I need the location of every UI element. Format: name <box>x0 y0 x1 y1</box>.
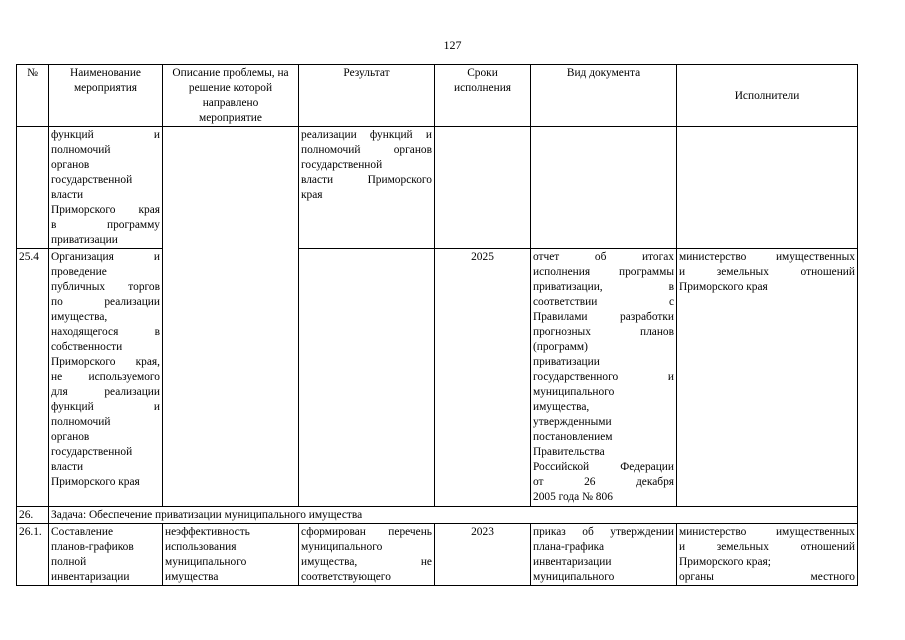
cell-problem <box>163 127 299 507</box>
cell-executors <box>677 127 858 249</box>
header-doc-type: Вид документа <box>531 65 677 127</box>
cell-executors: министерство имущественных и земельных отношений Приморского края; органы местного <box>677 524 858 586</box>
table-row <box>17 524 858 586</box>
header-name: Наименование мероприятия <box>49 65 163 127</box>
table-row <box>17 249 858 507</box>
cell-result: реализации функций и полномочий органов государственной власти Приморского края <box>299 127 435 249</box>
cell-result: сформирован перечень муниципального имущества, не соответствующего <box>299 524 435 586</box>
activities-table <box>16 64 858 586</box>
cell-num: 26. <box>17 507 49 524</box>
cell-doc-type: отчет об итогах исполнения программы приватизации, в соответствии с Правилами разработки прогнозных планов (программ) приватизации государственного и муниципального имущества, утвержденными постановлением Правительства Российской Федерации от 26 декабря 2005 года № 806 <box>531 249 677 507</box>
cell-deadline: 2025 <box>435 249 531 507</box>
cell-result <box>299 249 435 507</box>
cell-name: Организация и проведение публичных торгов по реализации имущества, находящегося в собственности Приморского края, не используемого для реализации функций и полномочий органов государственной власти Приморского края <box>49 249 163 507</box>
header-result: Результат <box>299 65 435 127</box>
header-deadline: Сроки исполнения <box>435 65 531 127</box>
task-row <box>17 507 858 524</box>
cell-doc-type: приказ об утверждении плана-графика инвентаризации муниципального <box>531 524 677 586</box>
cell-num: 26.1. <box>17 524 49 586</box>
cell-doc-type <box>531 127 677 249</box>
header-problem: Описание проблемы, на решение которой направлено мероприятие <box>163 65 299 127</box>
cell-name: функций и полномочий органов государственной власти Приморского края в программу приватизации <box>49 127 163 249</box>
page-number: 127 <box>443 38 462 52</box>
header-num: № <box>17 65 49 127</box>
task-heading: Задача: Обеспечение приватизации муниципального имущества <box>49 507 858 524</box>
cell-name: Составление планов-графиков полной инвентаризации <box>49 524 163 586</box>
cell-problem: неэффективность использования муниципального имущества <box>163 524 299 586</box>
cell-num: 25.4 <box>17 249 49 507</box>
cell-deadline <box>435 127 531 249</box>
table-row <box>17 127 858 249</box>
header-executors: Исполнители <box>677 65 858 127</box>
cell-executors: министерство имущественных и земельных отношений Приморского края <box>677 249 858 507</box>
cell-deadline: 2023 <box>435 524 531 586</box>
header-row <box>17 65 858 127</box>
cell-num <box>17 127 49 249</box>
